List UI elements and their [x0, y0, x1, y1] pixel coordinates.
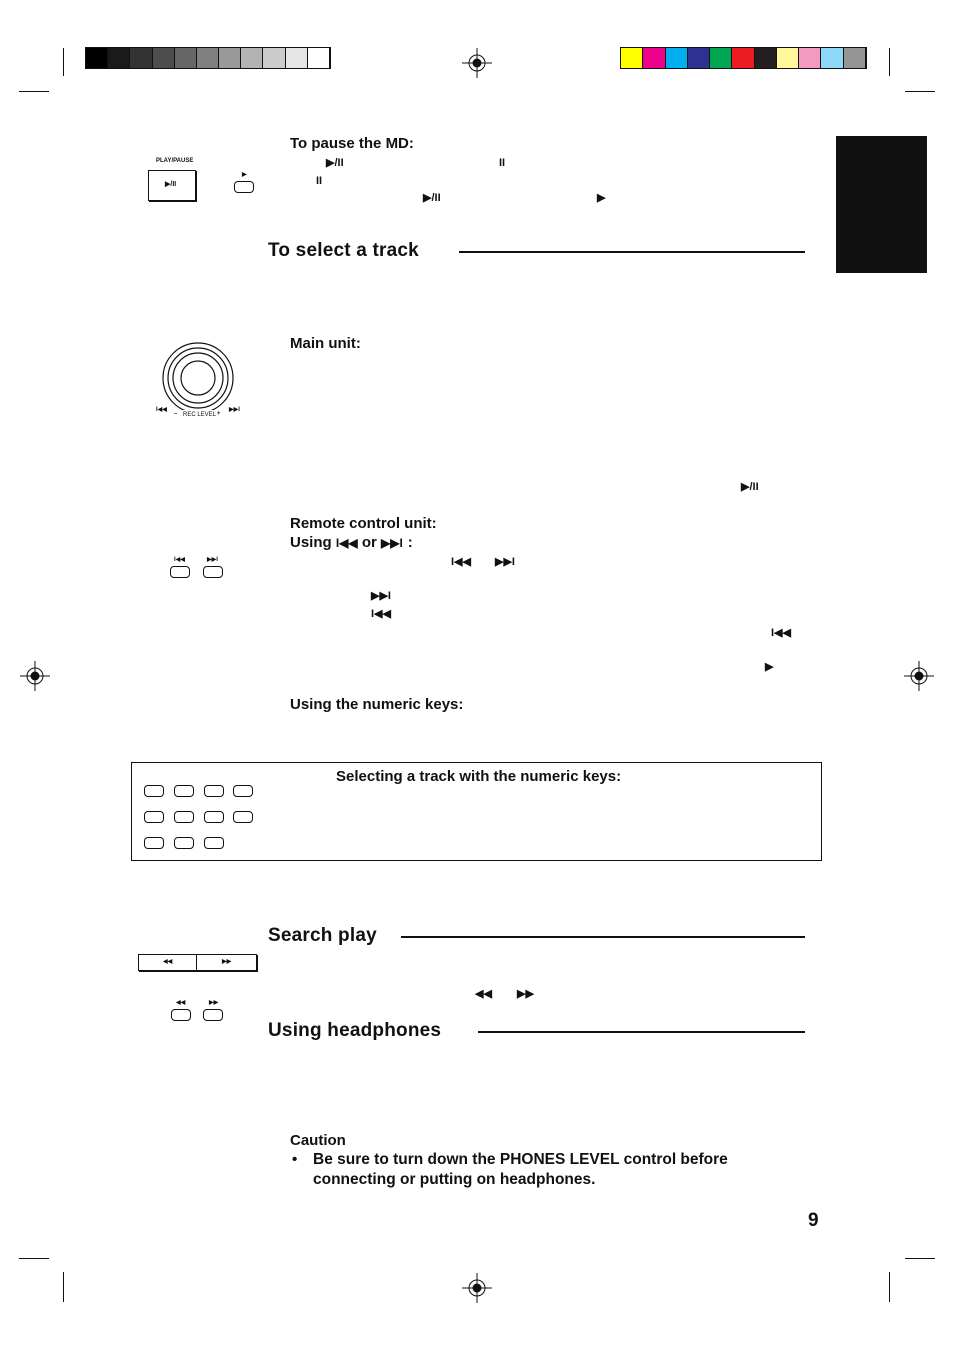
fast-forward-icon: ▶▶ [209, 1000, 219, 1006]
fast-forward-icon: ▶▶ [517, 988, 534, 1000]
rewind-icon: ◀◀ [475, 988, 492, 1000]
calibration-swatch [308, 48, 330, 68]
play-pause-icon: ▶/II [423, 192, 441, 204]
rec-level-knob-icon [156, 340, 240, 410]
play-pause-icon: ▶/II [326, 157, 344, 169]
remote-skip-back-key [170, 566, 190, 578]
caution-title: Caution [290, 1132, 346, 1149]
numeric-key [174, 811, 194, 823]
calibration-swatch [821, 48, 843, 68]
numeric-key [233, 785, 253, 797]
numeric-keys-label: Using the numeric keys: [290, 696, 464, 713]
calibration-swatch [263, 48, 285, 68]
knob-plus-label: + [217, 411, 221, 417]
calibration-swatch [175, 48, 197, 68]
language-tab [836, 136, 927, 273]
pause-icon: II [499, 157, 506, 169]
skip-back-icon: I◀◀ [771, 627, 791, 639]
numeric-key [204, 785, 224, 797]
calibration-swatch [241, 48, 263, 68]
calibration-swatch [666, 48, 688, 68]
remote-control-label: Remote control unit: [290, 515, 437, 532]
knob-minus-label: – [174, 411, 178, 417]
calibration-swatch [844, 48, 866, 68]
using-skip-label [290, 534, 413, 551]
play-icon: ▶ [765, 661, 774, 673]
calibration-swatch [86, 48, 108, 68]
crop-mark [63, 48, 64, 76]
numeric-key [174, 785, 194, 797]
registration-mark-icon [462, 48, 492, 78]
crop-mark [889, 1272, 890, 1302]
skip-back-icon: I◀◀ [174, 557, 185, 563]
caution-text: Be sure to turn down the PHONES LEVEL control before [313, 1151, 728, 1168]
rec-level-label: REC LEVEL [183, 412, 217, 418]
crop-mark [63, 1272, 64, 1302]
calibration-swatch [219, 48, 241, 68]
divider [196, 955, 197, 970]
search-button-illustration [138, 954, 257, 971]
grayscale-calibration-bar [86, 48, 330, 68]
calibration-swatch [688, 48, 710, 68]
caution-bullet: • [292, 1151, 298, 1168]
crop-mark [19, 1258, 49, 1259]
crop-mark [19, 91, 49, 92]
play-pause-button-illustration [148, 170, 196, 201]
main-unit-label: Main unit: [290, 335, 361, 352]
skip-forward-icon: ▶▶I [229, 407, 240, 413]
calibration-swatch [732, 48, 754, 68]
registration-mark-icon [904, 661, 934, 691]
remote-rewind-key [171, 1009, 191, 1021]
remote-skip-forward-key [203, 566, 223, 578]
calibration-swatch [710, 48, 732, 68]
pause-icon: II [316, 175, 323, 187]
skip-forward-icon: ▶▶I [495, 556, 515, 568]
or-word: or [361, 534, 377, 551]
heading-rule [478, 1031, 805, 1033]
select-track-heading: To select a track [268, 240, 419, 261]
skip-forward-icon: ▶▶I [207, 557, 218, 563]
skip-forward-icon: ▶▶I [371, 590, 391, 602]
page-number: 9 [808, 1210, 819, 1231]
calibration-swatch [777, 48, 799, 68]
rewind-icon: ◀◀ [176, 1000, 186, 1006]
crop-mark [889, 48, 890, 76]
calibration-swatch [153, 48, 175, 68]
numeric-key [174, 837, 194, 849]
using-word: Using [290, 534, 332, 551]
numeric-key [204, 811, 224, 823]
calibration-swatch [108, 48, 130, 68]
skip-back-icon: I◀◀ [451, 556, 471, 568]
play-icon: ▶ [242, 172, 247, 178]
play-icon: ▶ [597, 192, 606, 204]
caution-text: connecting or putting on headphones. [313, 1171, 596, 1188]
play-pause-icon: ▶/II [741, 481, 759, 493]
calibration-swatch [799, 48, 821, 68]
calibration-swatch [643, 48, 665, 68]
skip-back-icon: I◀◀ [371, 608, 391, 620]
colon: : [407, 534, 413, 551]
numeric-key [204, 837, 224, 849]
pause-title: To pause the MD: [290, 135, 414, 152]
remote-play-key [234, 181, 254, 193]
numeric-key [144, 837, 164, 849]
numeric-box-title: Selecting a track with the numeric keys: [336, 768, 622, 785]
crop-mark [905, 91, 935, 92]
numeric-key [144, 811, 164, 823]
fast-forward-icon: ▶▶ [222, 959, 232, 965]
play-pause-label: PLAY/PAUSE [156, 158, 194, 164]
rewind-icon: ◀◀ [163, 959, 173, 965]
numeric-keys-box [131, 762, 822, 861]
calibration-swatch [197, 48, 219, 68]
skip-back-icon: I◀◀ [156, 407, 167, 413]
heading-rule [401, 936, 805, 938]
skip-back-icon: I◀◀ [335, 536, 358, 550]
numeric-key [144, 785, 164, 797]
remote-fast-forward-key [203, 1009, 223, 1021]
skip-forward-icon: ▶▶I [380, 536, 403, 550]
registration-mark-icon [20, 661, 50, 691]
color-calibration-bar [621, 48, 866, 68]
numeric-key [233, 811, 253, 823]
calibration-swatch [621, 48, 643, 68]
registration-mark-icon [462, 1273, 492, 1303]
heading-rule [459, 251, 805, 253]
play-pause-icon: ▶/II [165, 181, 177, 188]
calibration-swatch [755, 48, 777, 68]
calibration-swatch [286, 48, 308, 68]
calibration-swatch [130, 48, 152, 68]
headphones-heading: Using headphones [268, 1020, 442, 1041]
search-play-heading: Search play [268, 925, 377, 946]
crop-mark [905, 1258, 935, 1259]
